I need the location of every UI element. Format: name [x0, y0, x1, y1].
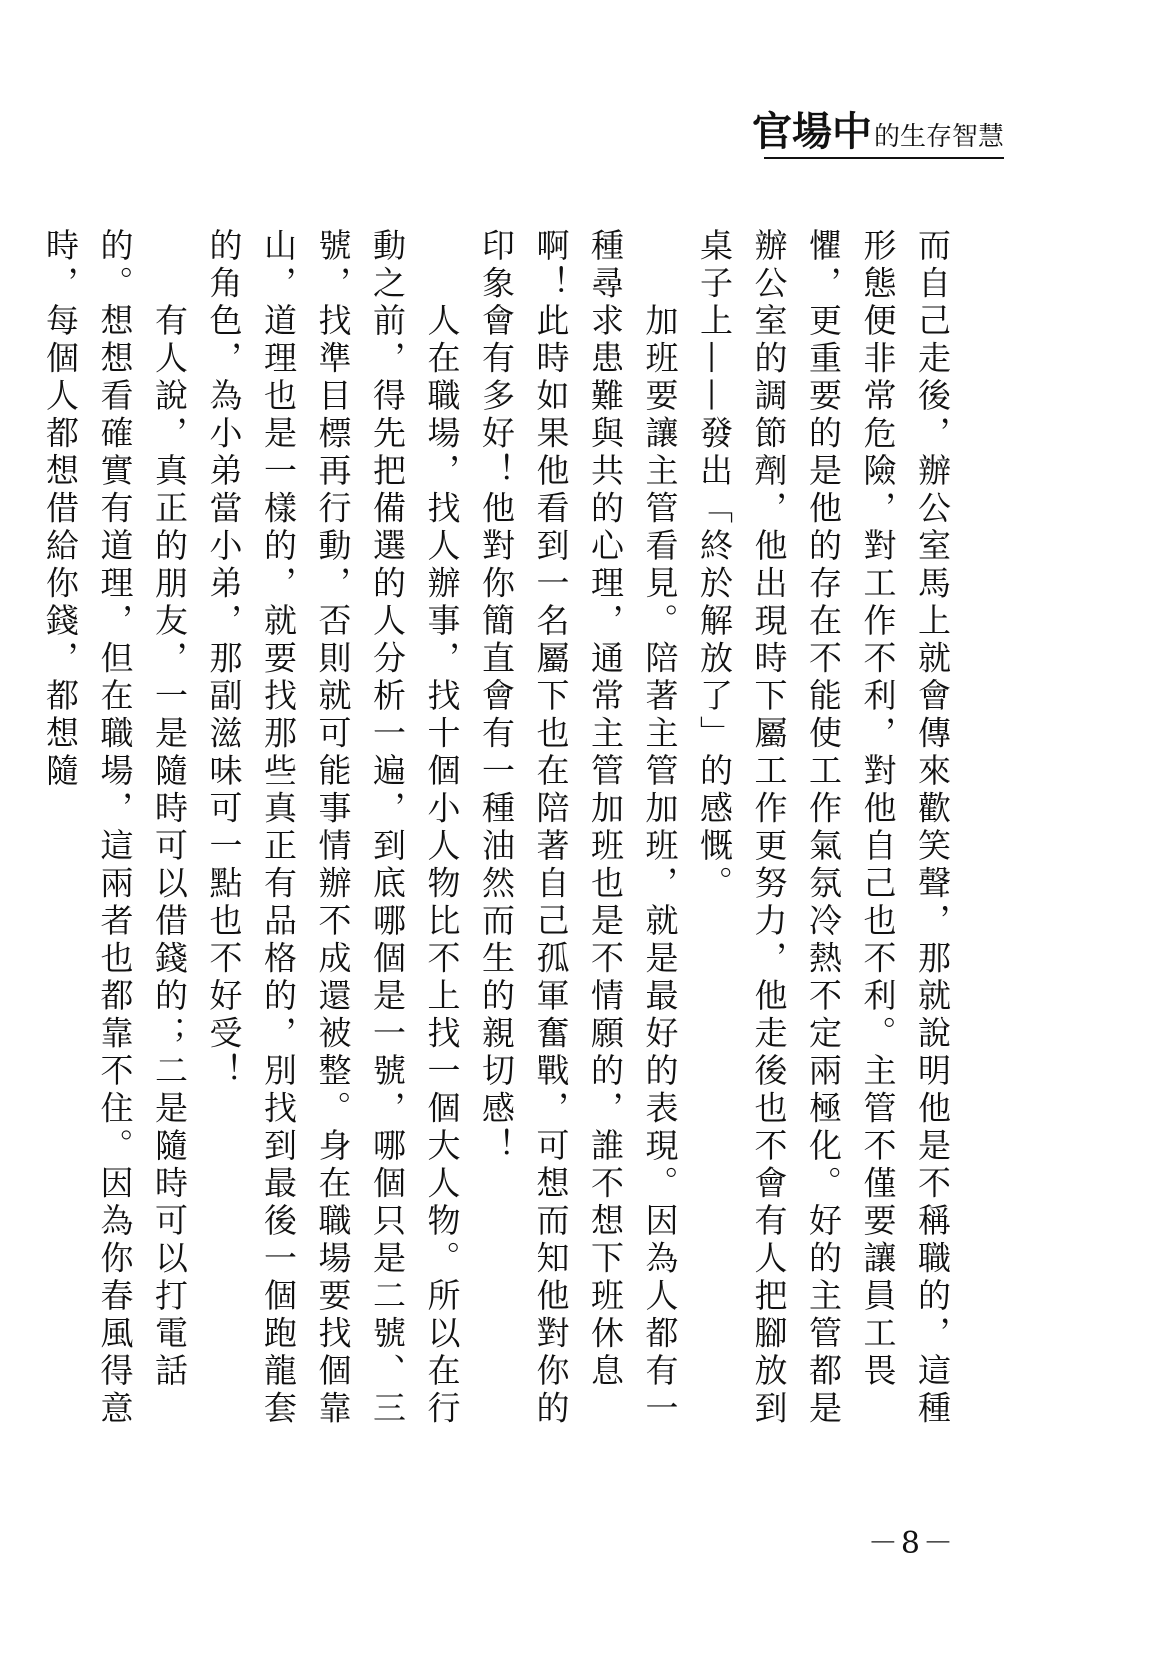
- paragraph: 加班要讓主管看見。陪著主管加班，就是最好的表現。因為人都有一種尋求患難與共的心理，通常主管加班也是不情願的，誰不想下班休息啊！此時如果他看到一名屬下也在陪著自己孤軍奮戰，可想而知他對你的印象會有多好！他對你簡直會有一種油然而生的親切感！: [477, 228, 680, 1428]
- running-header: [751, 108, 1004, 155]
- page-number: [0, 1518, 1164, 1562]
- book-title-main: 官場中: [751, 108, 872, 155]
- paragraph: 而自己走後，辦公室馬上就會傳來歡笑聲，那就說明他是不稱職的，這種形態便非常危險，對工作不利，對他自己也不利。主管不僅要讓員工畏懼，更重要的是他的存在不能使工作氣氛冷熱不定兩極化。好的主管都是辦公室的調節劑，他出現時下屬工作更努力，他走後也不會有人把腳放到桌子上——發出「終於解放了」的感慨。: [695, 228, 952, 1428]
- body-text: [33, 228, 960, 1438]
- page-number-label: －8－: [867, 1526, 956, 1561]
- paragraph: 有人說，真正的朋友，一是隨時可以借錢的；二是隨時可以打電話的。想想看確實有道理，但在職場，這兩者也都靠不住。因為你春風得意時，每個人都想借給你錢，都想隨: [41, 228, 189, 1428]
- header-rule: [764, 157, 1004, 159]
- paragraph: 人在職場，找人辦事，找十個小人物比不上找一個大人物。所以在行動之前，得先把備選的人分析一遍，到底哪個是一號，哪個只是二號、三號，找準目標再行動，否則就可能事情辦不成還被整。身在職場要找個靠山，道理也是一樣的，就要找那些真正有品格的，別找到最後一個跑龍套的角色，為小弟當小弟，那副滋味可一點也不好受！: [204, 228, 462, 1428]
- book-title-sub: 的生存智慧: [873, 122, 1004, 152]
